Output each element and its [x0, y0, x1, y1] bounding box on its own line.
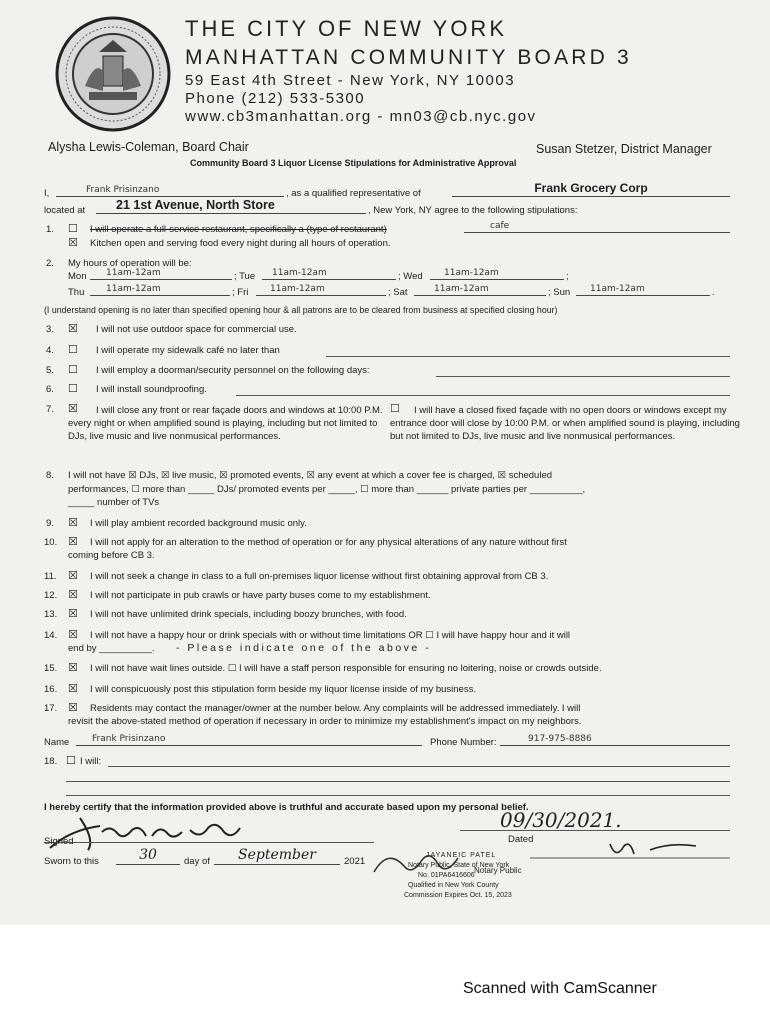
- item-11-checkbox[interactable]: ☒: [68, 570, 78, 582]
- item-17-line-1: Residents may contact the manager/owner at the number below. Any complaints will be addressed immediately. I will: [90, 703, 581, 714]
- sun-hours-field: 11am-12am: [576, 283, 710, 296]
- item-1b-text: Kitchen open and serving food every night during all hours of operation.: [90, 238, 391, 249]
- item-2-text: My hours of operation will be:: [68, 258, 192, 269]
- item-4-number: 4.: [46, 345, 54, 356]
- wed-semicolon: ;: [566, 271, 569, 282]
- item-16-text: I will conspicuously post this stipulation form beside my liquor license inside of my business.: [90, 684, 476, 695]
- sat-label: ; Sat: [388, 287, 408, 298]
- item-1a-text: I will operate a full-service restaurant, specifically a (type of restaurant): [90, 224, 387, 235]
- sun-label: ; Sun: [548, 287, 571, 298]
- item-17-number: 17.: [44, 703, 58, 714]
- intro-i-label: I,: [44, 188, 50, 199]
- signed-label: Signed: [44, 836, 74, 847]
- notary-county: Qualified in New York County: [408, 882, 499, 889]
- item-6-text: I will install soundproofing.: [96, 384, 207, 395]
- item-11-number: 11.: [44, 571, 57, 582]
- sat-hours-field: 11am-12am: [414, 283, 546, 296]
- intro-located-label: located at: [44, 205, 86, 216]
- item-1-number: 1.: [46, 224, 54, 235]
- sworn-month-field: September: [214, 852, 340, 865]
- item-14-instruction: - Please indicate one of the above -: [176, 642, 432, 654]
- certification-statement: I hereby certify that the information provided above is truthful and accurate based upon my personal belief.: [44, 802, 529, 813]
- city-seal-icon: [55, 16, 171, 132]
- mon-label: Mon: [68, 271, 87, 282]
- item-13-number: 13.: [44, 609, 58, 620]
- notary-expires: Commission Expires Oct. 15, 2023: [404, 892, 512, 899]
- thu-label: Thu: [68, 287, 85, 298]
- item-7-right-text: I will have a closed fixed façade with no open doors or windows except my entrance door will close by 10:00 P.M. or when amplified sound is playing, including but not limited to DJs, live music and live nonmusical performances.: [390, 405, 740, 442]
- item-14-line-2: end by __________.: [68, 643, 155, 654]
- item-5-blank: [436, 376, 730, 377]
- item-17-checkbox[interactable]: ☒: [68, 702, 78, 714]
- item-18-blank-1: [108, 766, 730, 767]
- item-3-text: I will not use outdoor space for commercial use.: [96, 324, 297, 335]
- fri-hours-field: 11am-12am: [256, 283, 386, 296]
- mon-hours-field: 11am-12am: [90, 267, 232, 280]
- district-manager: Susan Stetzer, District Manager: [536, 142, 712, 156]
- item-6-number: 6.: [46, 384, 54, 395]
- dated-label: Dated: [508, 834, 534, 845]
- item-18-number: 18.: [44, 756, 58, 767]
- item-18-blank-3: [66, 795, 730, 796]
- item-2-number: 2.: [46, 258, 54, 269]
- item-11-text: I will not seek a change in class to a full on-premises liquor license without first obtaining approval from CB 3.: [90, 571, 549, 582]
- item-4-text: I will operate my sidewalk café no later than: [96, 345, 280, 356]
- item-8-line-2: performances, ☐ more than _____ DJs/ promoted events per _____, ☐ more than ______ private parties per __________,: [68, 484, 586, 495]
- sworn-label: Sworn to this: [44, 856, 99, 867]
- name-label: Name: [44, 737, 70, 748]
- header-address: 59 East 4th Street - New York, NY 10003: [185, 72, 516, 89]
- camscanner-watermark: Scanned with CamScanner: [463, 980, 657, 997]
- item-10-checkbox[interactable]: ☒: [68, 536, 78, 548]
- intro-agree-text: , New York, NY agree to the following stipulations:: [368, 205, 578, 216]
- form-subtitle: Community Board 3 Liquor License Stipulations for Administrative Approval: [190, 158, 517, 168]
- sun-period: .: [712, 287, 715, 298]
- item-9-number: 9.: [46, 518, 54, 529]
- item-6-checkbox[interactable]: ☐: [68, 383, 78, 395]
- name-field: Frank Prisinzano: [76, 733, 422, 746]
- item-4-checkbox[interactable]: ☐: [68, 344, 78, 356]
- signature-line: [44, 842, 374, 843]
- item-14-checkbox[interactable]: ☒: [68, 629, 78, 641]
- restaurant-type-field: cafe: [464, 220, 730, 233]
- sworn-year: 2021: [344, 856, 366, 867]
- item-18-text: I will:: [80, 756, 102, 767]
- item-12-text: I will not participate in pub crawls or have party buses come to my establishment.: [90, 590, 431, 601]
- item-5-checkbox[interactable]: ☐: [68, 364, 78, 376]
- header-web: www.cb3manhattan.org - mn03@cb.nyc.gov: [185, 108, 537, 125]
- item-10-line-1: I will not apply for an alteration to the method of operation or for any physical alterations of any nature without first: [90, 537, 567, 548]
- address-field: 21 1st Avenue, North Store: [96, 201, 366, 214]
- item-13-text: I will not have unlimited drink specials, including boozy brunches, with food.: [90, 609, 407, 620]
- company-field: Frank Grocery Corp: [452, 184, 730, 197]
- item-15-number: 15.: [44, 663, 58, 674]
- item-6-blank: [236, 395, 730, 396]
- handwritten-date: 09/30/2021.: [500, 808, 622, 832]
- item-14-line-1: I will not have a happy hour or drink specials with or without time limitations OR ☐ I will have happy hour and it will: [90, 630, 571, 641]
- item-7-number: 7.: [46, 404, 54, 415]
- intro-qualified-text: , as a qualified representative of: [286, 188, 421, 199]
- tue-label: ; Tue: [234, 271, 256, 282]
- item-9-checkbox[interactable]: ☒: [68, 517, 78, 529]
- item-9-text: I will play ambient recorded background music only.: [90, 518, 307, 529]
- item-12-number: 12.: [44, 590, 58, 601]
- sworn-day-field: 30: [116, 852, 180, 865]
- header-title-city: THE CITY OF NEW YORK: [185, 16, 507, 41]
- notary-name: JAYANEIC PATEL: [426, 852, 497, 859]
- item-16-checkbox[interactable]: ☒: [68, 683, 78, 695]
- closing-hour-note: (I understand opening is no later than specified opening hour & all patrons are to be cleared from business at specified closing hour): [44, 305, 558, 315]
- header-title-board: MANHATTAN COMMUNITY BOARD 3: [185, 46, 632, 69]
- item-3-checkbox[interactable]: ☒: [68, 323, 78, 335]
- rep-name-field: Frank Prisinzano: [56, 184, 284, 197]
- item-10-number: 10.: [44, 537, 58, 548]
- date-line: [460, 830, 730, 831]
- notary-title: Notary Public, State of New York: [408, 862, 510, 869]
- notary-public-label: Notary Public: [474, 866, 522, 875]
- board-chair: Alysha Lewis-Coleman, Board Chair: [48, 140, 249, 154]
- tue-hours-field: 11am-12am: [262, 267, 396, 280]
- item-18-checkbox[interactable]: ☐: [66, 755, 76, 767]
- item-4-blank: [326, 356, 730, 357]
- item-13-checkbox[interactable]: ☒: [68, 608, 78, 620]
- item-7b-checkbox[interactable]: ☐: [390, 403, 400, 415]
- day-of-label: day of: [184, 856, 210, 867]
- thu-hours-field: 11am-12am: [90, 283, 230, 296]
- header-phone: Phone (212) 533-5300: [185, 90, 366, 107]
- notary-number: No. 01PA6416606: [418, 872, 475, 879]
- item-14-number: 14.: [44, 630, 58, 641]
- item-7a-checkbox[interactable]: ☒: [68, 403, 78, 415]
- item-12-checkbox[interactable]: ☒: [68, 589, 78, 601]
- item-5-number: 5.: [46, 365, 54, 376]
- item-16-number: 16.: [44, 684, 58, 695]
- wed-label: ; Wed: [398, 271, 423, 282]
- item-8-line-1: I will not have ☒ DJs, ☒ live music, ☒ promoted events, ☒ any event at which a cover fee is charged, ☒ scheduled: [68, 470, 553, 481]
- item-5-text: I will employ a doorman/security personnel on the following days:: [96, 365, 370, 376]
- item-15-checkbox[interactable]: ☒: [68, 662, 78, 674]
- fri-label: ; Fri: [232, 287, 249, 298]
- item-8-number: 8.: [46, 470, 54, 481]
- item-1a-checkbox[interactable]: ☐: [68, 223, 78, 235]
- phone-label: Phone Number:: [430, 737, 497, 748]
- phone-field: 917-975-8886: [500, 733, 730, 746]
- item-1b-checkbox[interactable]: ☒: [68, 237, 78, 249]
- item-15-text: I will not have wait lines outside. ☐ I will have a staff person responsible for ensuring no loitering, noise or crowds outside.: [90, 663, 602, 674]
- wed-hours-field: 11am-12am: [430, 267, 564, 280]
- item-3-number: 3.: [46, 324, 54, 335]
- item-8-line-3: _____ number of TVs: [68, 497, 160, 508]
- item-18-blank-2: [66, 781, 730, 782]
- item-17-line-2: revisit the above-stated method of operation if necessary in order to minimize my establishment's impact on my neighbors.: [68, 716, 582, 727]
- item-7-left-text: I will close any front or rear façade doors and windows at 10:00 P.M. every night or when amplified sound is playing, including but not limited to DJs, live music and live nonmusical performances.: [68, 405, 383, 442]
- item-10-line-2: coming before CB 3.: [68, 550, 155, 561]
- notary-initials-icon: [520, 836, 740, 866]
